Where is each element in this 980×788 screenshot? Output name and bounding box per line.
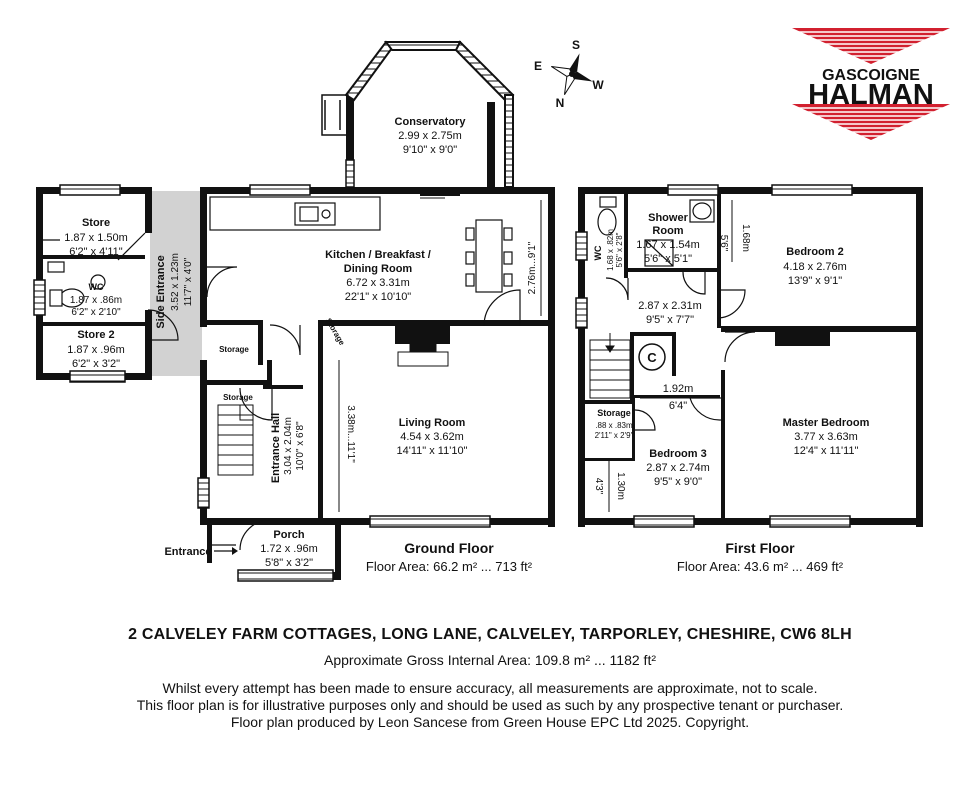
entrance-hall-name: Entrance Hall bbox=[270, 412, 282, 484]
ground-floor-doors bbox=[43, 233, 520, 550]
disclaimer-line-1: Whilst every attempt has been made to ensure accuracy, all measurements are approximate, not to scale. bbox=[162, 680, 818, 696]
living-dimension: 3.38m...11'1" bbox=[345, 405, 356, 463]
entrance-hall-imperial: 10'0" x 6'8" bbox=[295, 421, 306, 471]
first-floor-area: Floor Area: 43.6 m² ... 469 ft² bbox=[676, 559, 844, 574]
ff-storage-metric: .88 x .83m bbox=[595, 421, 633, 430]
entrance-label: Entrance bbox=[164, 546, 212, 558]
ground-floor-area: Floor Area: 66.2 m² ... 713 ft² bbox=[365, 559, 533, 574]
kitchen-dimension: 2.76m...9'1" bbox=[527, 241, 538, 295]
kitchen-imperial: 22'1" x 10'10" bbox=[344, 291, 412, 303]
store-imperial: 6'2" x 4'11" bbox=[69, 246, 123, 258]
conservatory-metric: 2.99 x 2.75m bbox=[398, 130, 462, 142]
compass-n: N bbox=[555, 96, 565, 110]
store2-imperial: 6'2" x 3'2" bbox=[71, 358, 121, 370]
brand-line2: HALMAN bbox=[808, 79, 934, 111]
wc-imperial: 6'2" x 2'10" bbox=[71, 307, 121, 318]
ff-storage-imperial: 2'11" x 2'9" bbox=[594, 431, 634, 440]
disclaimer-line-2: This floor plan is for illustrative purposes only and should be used as such by any prospective tenant or purchaser. bbox=[136, 697, 844, 713]
shower-name-2: Room bbox=[652, 225, 684, 237]
entrance-arrow-icon bbox=[214, 547, 238, 555]
first-floor-title: First Floor bbox=[725, 540, 795, 556]
brand-line1: GASCOIGNE bbox=[822, 67, 920, 84]
bed3-metric: 2.87 x 2.74m bbox=[646, 462, 710, 474]
landing-dimension-imperial: 6'4" bbox=[668, 400, 688, 412]
wc-metric: 1.87 x .86m bbox=[69, 295, 123, 306]
kitchen-metric: 6.72 x 3.31m bbox=[346, 277, 410, 289]
compass-w: W bbox=[592, 78, 604, 92]
bed3-name: Bedroom 3 bbox=[649, 448, 707, 460]
storage-label-c: Storage bbox=[223, 393, 253, 402]
shower-imperial: 5'6" x 5'1" bbox=[643, 253, 693, 265]
storage-label-a: Storage bbox=[219, 345, 249, 354]
entrance-hall-metric: 3.04 x 2.04m bbox=[283, 417, 294, 475]
store-metric: 1.87 x 1.50m bbox=[64, 232, 128, 244]
property-address: 2 CALVELEY FARM COTTAGES, LONG LANE, CALVELEY, TARPORLEY, CHESHIRE, CW6 8LH bbox=[128, 626, 852, 643]
store-name: Store bbox=[81, 217, 111, 229]
kitchen-name-1: Kitchen / Breakfast / bbox=[325, 249, 431, 261]
master-metric: 3.77 x 3.63m bbox=[794, 431, 858, 443]
fireplace-icon bbox=[398, 344, 448, 366]
compass-s: S bbox=[571, 38, 581, 52]
ff-storage-name: Storage bbox=[597, 408, 631, 418]
bed2-name: Bedroom 2 bbox=[786, 246, 844, 258]
ground-dimension-lines bbox=[339, 200, 541, 512]
living-imperial: 14'11" x 11'10" bbox=[396, 445, 468, 457]
bed3-imperial: 9'5" x 9'0" bbox=[653, 476, 703, 488]
living-metric: 4.54 x 3.62m bbox=[400, 431, 464, 443]
first-floor-stairs bbox=[590, 333, 630, 398]
master-name: Master Bedroom bbox=[782, 417, 870, 429]
landing-dimension-metric: 1.92m bbox=[662, 383, 694, 395]
bed3-dimension-imperial: 4'3" bbox=[593, 477, 604, 495]
ff-wc-imperial: 5'6" x 2'8" bbox=[615, 232, 624, 268]
bed2-metric: 4.18 x 2.76m bbox=[783, 261, 847, 273]
cylinder-label: C bbox=[647, 350, 657, 365]
conservatory-name: Conservatory bbox=[394, 116, 466, 128]
store2-metric: 1.87 x .96m bbox=[67, 344, 125, 356]
ff-wc-name: WC bbox=[593, 245, 603, 261]
ground-floor-title: Ground Floor bbox=[404, 540, 494, 556]
porch-name: Porch bbox=[273, 529, 305, 541]
ff-wc-metric: 1.68 x .82m bbox=[606, 229, 615, 271]
ground-floor-labels bbox=[64, 116, 538, 569]
side-entrance-name: Side Entrance bbox=[155, 255, 167, 329]
conservatory-walls bbox=[322, 42, 513, 187]
shower-metric: 1.67 x 1.54m bbox=[636, 239, 700, 251]
gross-internal-area: Approximate Gross Internal Area: 109.8 m² ... 1182 ft² bbox=[323, 652, 656, 668]
side-entrance-imperial: 11'7" x 4'0" bbox=[183, 257, 194, 307]
compass-icon bbox=[550, 52, 594, 96]
bed2-imperial: 13'9" x 9'1" bbox=[787, 275, 843, 287]
porch-metric: 1.72 x .96m bbox=[260, 543, 318, 555]
landing-imperial: 9'5" x 7'7" bbox=[645, 314, 695, 326]
brand-logo bbox=[792, 28, 950, 140]
porch-imperial: 5'8" x 3'2" bbox=[264, 557, 314, 569]
wc-name: WC bbox=[88, 282, 104, 292]
living-name: Living Room bbox=[398, 417, 466, 429]
compass-e: E bbox=[533, 59, 543, 73]
bed2-dimension-imperial: 5'6" bbox=[718, 234, 729, 252]
master-imperial: 12'4" x 11'11" bbox=[793, 445, 859, 457]
store2-name: Store 2 bbox=[77, 329, 115, 341]
landing-metric: 2.87 x 2.31m bbox=[638, 300, 702, 312]
ground-floor-stairs bbox=[218, 405, 253, 475]
side-entrance-metric: 3.52 x 1.23m bbox=[170, 253, 181, 311]
bed3-dimension-metric: 1.30m bbox=[615, 472, 626, 500]
disclaimer-line-3: Floor plan produced by Leon Sancese from Green House EPC Ltd 2025. Copyright. bbox=[230, 714, 750, 730]
kitchen-name-2: Dining Room bbox=[343, 263, 413, 275]
shower-name-1: Shower bbox=[648, 212, 688, 224]
storage-label-b: Storage bbox=[323, 316, 347, 347]
bed2-dimension-metric: 1.68m bbox=[740, 224, 751, 252]
conservatory-imperial: 9'10" x 9'0" bbox=[402, 144, 458, 156]
